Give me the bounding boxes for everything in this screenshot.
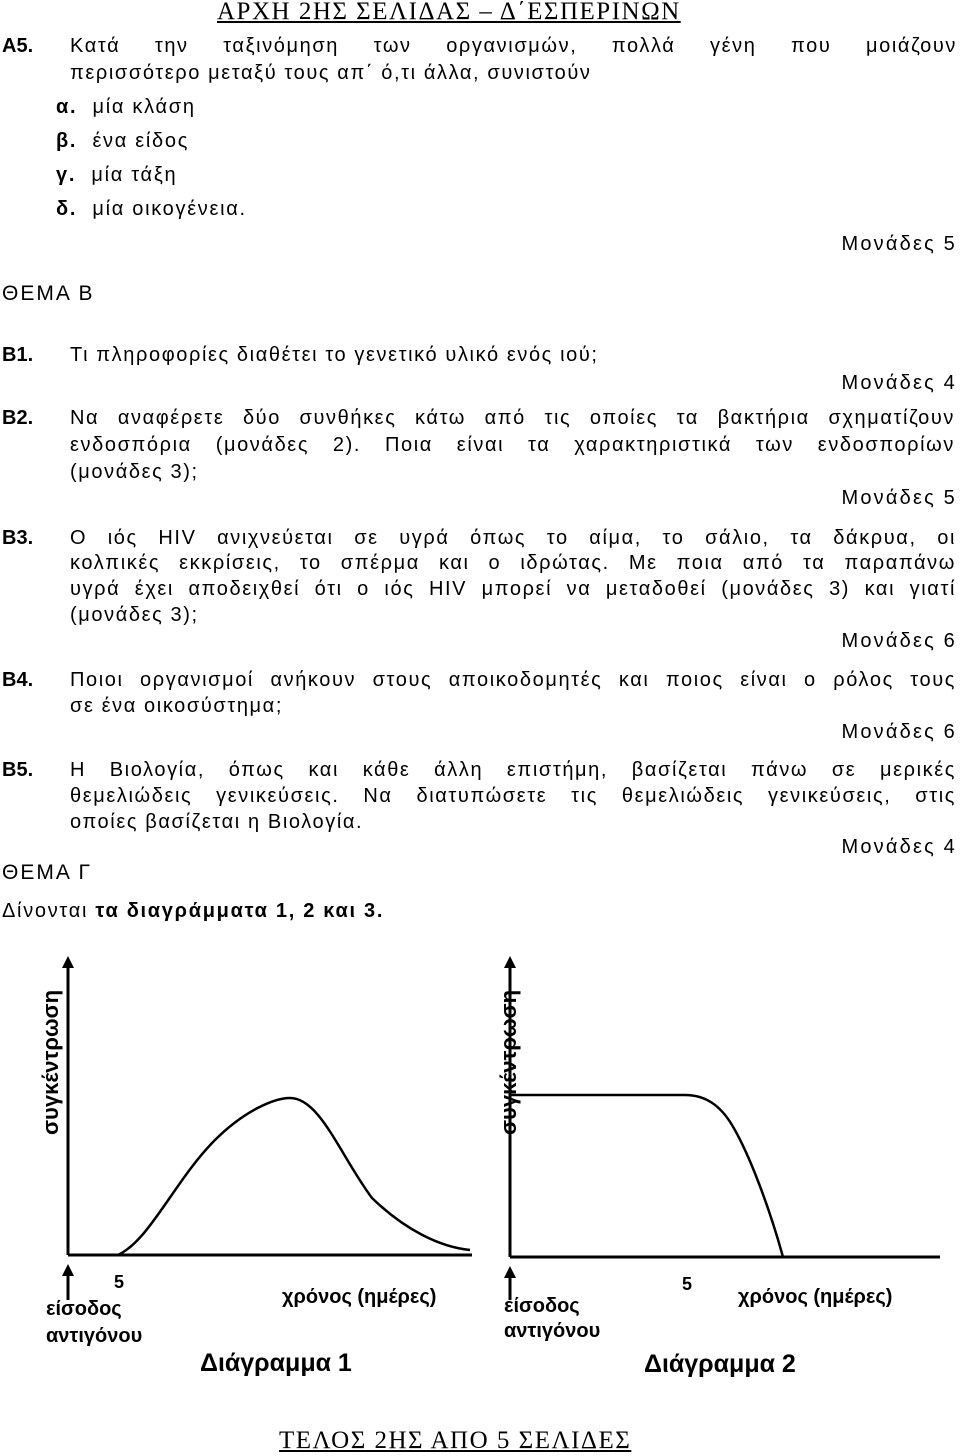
option-text: μία τάξη: [91, 164, 178, 186]
question-number-b4: Β4.: [2, 669, 34, 691]
option-letter: δ.: [56, 198, 78, 220]
b2-line-1: Να αναφέρετε δύο συνθήκες κάτω από τις οποίες τα βακτήρια σχηματίζουν: [70, 407, 955, 429]
b5-line-2: θεμελιώδεις γενικεύσεις. Να διατυπώσετε τις θεμελιώδεις γενικεύσεις, στις: [70, 785, 956, 807]
question-number-b1: Β1.: [2, 344, 34, 366]
question-number-b5: Β5.: [2, 759, 34, 781]
diagram-1: [0, 940, 480, 1400]
page-header: ΑΡΧΗ 2ΗΣ ΣΕΛΙΔΑΣ – Δ΄ΕΣΠΕΡΙΝΩΝ: [217, 0, 681, 25]
points-b2: Μονάδες 5: [841, 487, 957, 509]
b1-line-1: Τι πληροφορίες διαθέτει το γενετικό υλικό ενός ιού;: [70, 344, 599, 366]
points-b5: Μονάδες 4: [841, 836, 957, 858]
option-letter: α.: [56, 96, 78, 118]
option-d: [56, 198, 247, 221]
page-footer: ΤΕΛΟΣ 2ΗΣ ΑΠΟ 5 ΣΕΛΙΔΕΣ: [279, 1427, 632, 1454]
a5-line-2: περισσότερο μεταξύ τους απ΄ ό,τι άλλα, συνιστούν: [70, 62, 592, 84]
points-b3: Μονάδες 6: [841, 630, 957, 652]
option-text: μία οικογένεια.: [92, 198, 247, 220]
option-letter: γ.: [56, 164, 77, 186]
event-label-line-1: είσοδος: [46, 1298, 122, 1320]
y-axis-label: συγκέντρωση: [38, 989, 63, 1135]
tick-label-5: 5: [114, 1272, 125, 1292]
b5-line-1: Η Βιολογία, όπως και κάθε άλλη επιστήμη, βασίζεται πάνω σε μερικές: [70, 759, 956, 781]
diagram-title: Διάγραμμα 2: [644, 1350, 796, 1378]
points-a5: Μονάδες 5: [841, 233, 957, 255]
b4-line-2: σε ένα οικοσύστημα;: [70, 695, 283, 717]
points-b1: Μονάδες 4: [841, 372, 957, 394]
b3-line-1: Ο ιός HIV ανιχνεύεται σε υγρά όπως το αίμα, το σάλιο, τα δάκρυα, οι: [70, 527, 956, 549]
points-b4: Μονάδες 6: [841, 721, 957, 743]
x-axis-label: χρόνος (ημέρες): [282, 1286, 437, 1308]
option-letter: β.: [56, 130, 78, 152]
event-label-line-2: αντιγόνου: [504, 1320, 601, 1342]
option-text: μία κλάση: [92, 96, 196, 118]
b3-line-4: (μονάδες 3);: [70, 604, 199, 626]
b5-line-3: οποίες βασίζεται η Βιολογία.: [70, 811, 364, 833]
event-label-line-2: αντιγόνου: [46, 1325, 143, 1347]
y-axis-label: συγκέντρωση: [496, 989, 521, 1135]
given-text: [2, 900, 384, 923]
event-label-line-1: είσοδος: [504, 1295, 580, 1317]
b2-line-2: ενδοσπόρια (μονάδες 2). Ποια είναι τα χαρακτηριστικά των ενδοσπορίων: [70, 434, 955, 456]
a5-line-1: Κατά την ταξινόμηση των οργανισμών, πολλά γένη που μοιάζουν: [70, 35, 957, 57]
b3-line-3: υγρά έχει αποδειχθεί ότι ο ιός HIV μπορεί να μεταδοθεί (μονάδες 3) και γιατί: [70, 578, 956, 600]
given-bold: τα διαγράμματα 1, 2 και 3.: [95, 900, 385, 922]
option-c: [56, 164, 177, 187]
b4-line-1: Ποιοι οργανισμοί ανήκουν στους αποικοδομητές και ποιος είναι ο ρόλος τους: [70, 669, 956, 691]
b3-line-2: κολπικές εκκρίσεις, το σπέρμα και ο ιδρώτας. Με ποια από τα παραπάνω: [70, 552, 956, 574]
section-title-thema-g: ΘΕΜΑ Γ: [2, 861, 93, 884]
tick-label-5: 5: [682, 1274, 693, 1294]
diagram-2: [480, 940, 960, 1400]
option-text: ένα είδος: [92, 130, 190, 152]
question-number-a5: Α5.: [2, 35, 34, 57]
question-number-b3: Β3.: [2, 527, 34, 549]
concentration-curve: [118, 1098, 470, 1255]
given-prefix: Δίνονται: [2, 900, 96, 922]
section-title-thema-b: ΘΕΜΑ Β: [2, 282, 95, 305]
x-axis-label: χρόνος (ημέρες): [738, 1286, 893, 1308]
b2-line-3: (μονάδες 3);: [70, 461, 199, 483]
option-a: [56, 96, 196, 119]
concentration-curve: [510, 1095, 783, 1257]
option-b: [56, 130, 189, 153]
diagram-title: Διάγραμμα 1: [200, 1349, 352, 1377]
question-number-b2: Β2.: [2, 407, 34, 429]
